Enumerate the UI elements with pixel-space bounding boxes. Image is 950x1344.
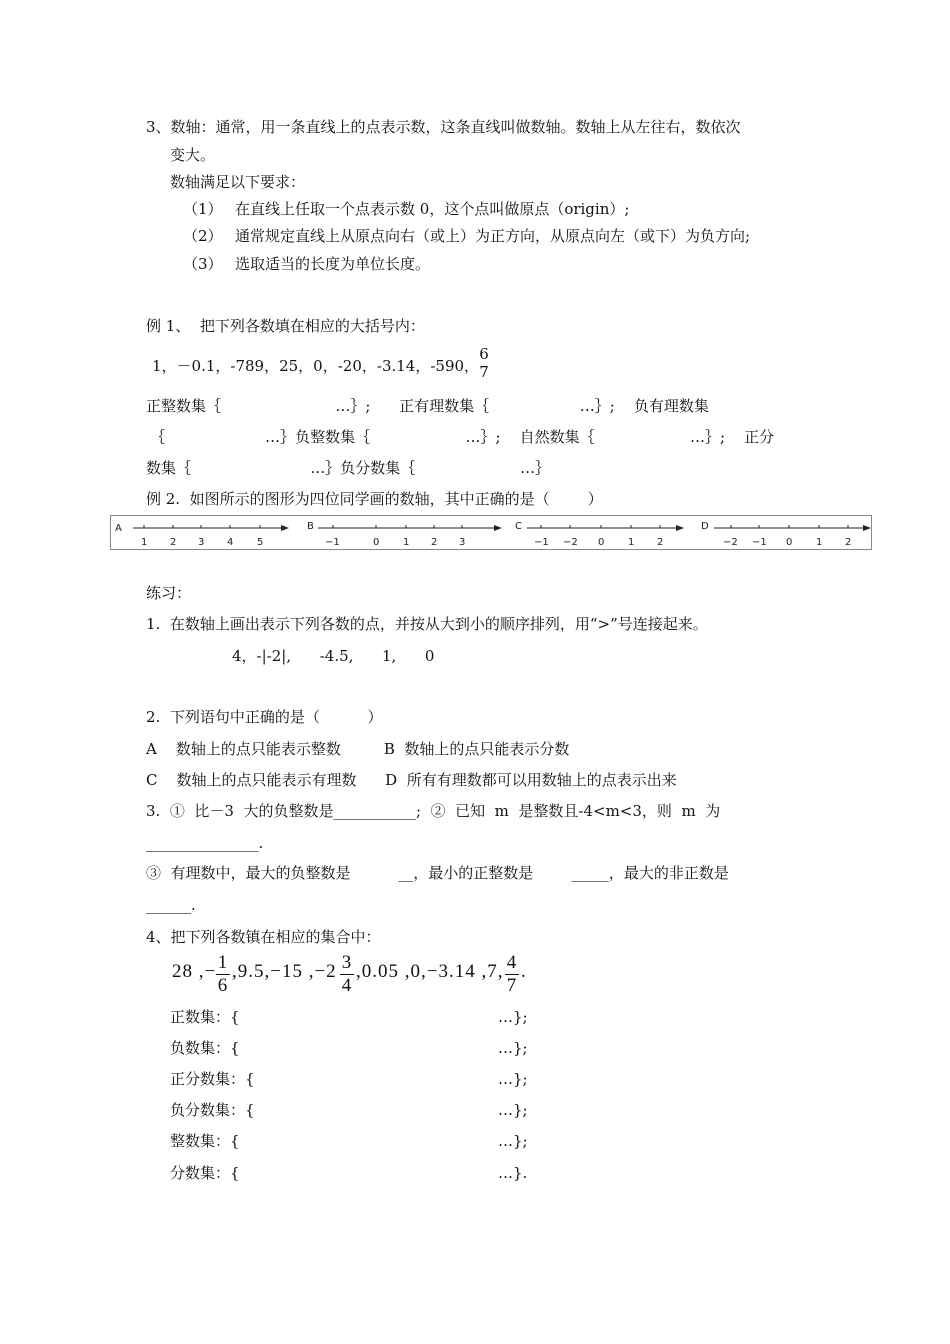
set-end: …}; bbox=[498, 1070, 528, 1088]
q4-frac3 bbox=[505, 952, 519, 997]
set-end: …}; bbox=[498, 1008, 528, 1026]
q4-frac1-den: 6 bbox=[217, 975, 229, 996]
ex1-frac-num: 6 bbox=[479, 345, 489, 363]
q2-text: 2. 下列语句中正确的是（ ） bbox=[146, 708, 383, 726]
set-end: …}; bbox=[498, 1039, 528, 1057]
ex1-row2: ｛ …｝负整数集｛ …｝; 自然数集｛ …｝; 正分 bbox=[150, 428, 775, 446]
axis-d-tick: −2 bbox=[723, 537, 738, 548]
axis-a-tick: 4 bbox=[227, 537, 234, 548]
axis-a-tick: 1 bbox=[141, 537, 148, 548]
axis-c-tick: 0 bbox=[598, 537, 605, 548]
axis-c-label: C bbox=[515, 521, 522, 532]
q4-frac2-den: 4 bbox=[341, 975, 353, 996]
axis-d-tick: 0 bbox=[786, 537, 793, 548]
set-end: …}; bbox=[498, 1101, 528, 1119]
set-label: 负数集：{ bbox=[170, 1039, 240, 1057]
sec3-line2: 变大。 bbox=[170, 146, 216, 164]
q1-text: 1. 在数轴上画出表示下列各数的点，并按从大到小的顺序排列，用“>”号连接起来。 bbox=[146, 615, 708, 633]
q4-expr-part3: ,0.05 ,0,−3.14 ,7, bbox=[356, 961, 504, 982]
number-line-svg bbox=[111, 516, 871, 549]
sec3-line1: 3、数轴：通常，用一条直线上的点表示数，这条直线叫做数轴。数轴上从左往右，数依次 bbox=[146, 118, 741, 136]
sec3-item1-num: （1） bbox=[183, 200, 223, 218]
q2-options-ab: A 数轴上的点只能表示整数 B 数轴上的点只能表示分数 bbox=[146, 740, 570, 758]
axis-c-tick: 1 bbox=[628, 537, 635, 548]
axis-d-tick: 2 bbox=[845, 537, 852, 548]
q3-line4: ______. bbox=[146, 896, 196, 914]
set-end: …}. bbox=[498, 1164, 528, 1182]
q2-options-cd: C 数轴上的点只能表示有理数 D 所有有理数都可以用数轴上的点表示出来 bbox=[146, 771, 677, 789]
axis-b-tick: 1 bbox=[403, 537, 410, 548]
q4-expr-part2: ,9.5,−15 ,−2 bbox=[232, 961, 337, 982]
set-label: 正分数集：{ bbox=[170, 1070, 255, 1088]
q4-expr-part1: 28 ,− bbox=[172, 961, 217, 982]
q4-frac2-num: 3 bbox=[341, 952, 353, 973]
axis-b-tick: 3 bbox=[459, 537, 466, 548]
axis-c-tick: −1 bbox=[534, 537, 549, 548]
set-label: 整数集：{ bbox=[170, 1132, 240, 1150]
number-line-figure bbox=[110, 515, 872, 550]
axis-d-tick: −1 bbox=[752, 537, 767, 548]
q4-frac3-den: 7 bbox=[506, 975, 518, 996]
axis-b-tick: −1 bbox=[325, 537, 340, 548]
q3-line1: 3. ① 比－3 大的负整数是___________; ② 已知 m 是整数且-4<m<3，则 m 为 bbox=[146, 802, 721, 820]
sec3-line3: 数轴满足以下要求： bbox=[170, 173, 306, 191]
practice-title: 练习： bbox=[146, 584, 192, 602]
axis-b-tick: 2 bbox=[431, 537, 438, 548]
axis-c bbox=[515, 521, 684, 548]
axis-a-tick: 3 bbox=[198, 537, 205, 548]
axis-c-tick: 2 bbox=[657, 537, 664, 548]
ex2-title: 例 2. 如图所示的图形为四位同学画的数轴，其中正确的是（ ） bbox=[146, 490, 603, 508]
q4-frac1 bbox=[216, 952, 230, 997]
q1-numbers: 4，-|-2|, -4.5, 1, 0 bbox=[232, 647, 435, 665]
sec3-item1-text: 在直线上任取一个点表示数 0，这个点叫做原点（origin）; bbox=[235, 200, 630, 218]
ex1-frac-den: 7 bbox=[479, 363, 489, 381]
q4-frac1-num: 1 bbox=[217, 952, 229, 973]
q4-frac2 bbox=[340, 952, 354, 997]
sec3-item3-num: （3） bbox=[183, 255, 223, 273]
set-label: 分数集：{ bbox=[170, 1164, 240, 1182]
axis-b-label: B bbox=[307, 521, 314, 532]
axis-b-tick: 0 bbox=[373, 537, 380, 548]
axis-a-tick: 2 bbox=[170, 537, 177, 548]
axis-b bbox=[307, 521, 502, 548]
axis-d-label: D bbox=[701, 521, 709, 532]
axis-d-tick: 1 bbox=[816, 537, 823, 548]
ex1-row3: 数集｛ …｝负分数集｛ …｝ bbox=[146, 459, 551, 477]
ex1-numbers: 1，－0.1，-789，25，0，-20，-3.14，-590， bbox=[152, 357, 480, 375]
set-end: …}; bbox=[498, 1132, 528, 1150]
set-label: 负分数集：{ bbox=[170, 1101, 255, 1119]
axis-a-label: A bbox=[115, 523, 122, 534]
set-label: 正数集：{ bbox=[170, 1008, 240, 1026]
q4-text: 4、把下列各数镇在相应的集合中： bbox=[146, 928, 381, 946]
sec3-item3-text: 选取适当的长度为单位长度。 bbox=[235, 255, 431, 273]
axis-c-tick: −2 bbox=[563, 537, 578, 548]
q4-expr-part4: . bbox=[521, 961, 527, 982]
sec3-item2-text: 通常规定直线上从原点向右（或上）为正方向，从原点向左（或下）为负方向; bbox=[235, 227, 751, 245]
ex1-title: 例 1、 把下列各数填在相应的大括号内： bbox=[146, 317, 425, 335]
axis-a bbox=[115, 523, 289, 548]
ex1-row1: 正整数集｛ …｝; 正有理数集｛ …｝; 负有理数集 bbox=[146, 397, 709, 415]
axis-d bbox=[701, 521, 871, 548]
ex1-fraction bbox=[475, 345, 493, 381]
sec3-item2-num: （2） bbox=[183, 227, 223, 245]
q3-line2: _______________. bbox=[146, 834, 264, 852]
axis-a-tick: 5 bbox=[257, 537, 264, 548]
q4-frac3-num: 4 bbox=[506, 952, 518, 973]
q3-line3: ③ 有理数中，最大的负整数是 __，最小的正整数是 _____，最大的非正数是 bbox=[146, 864, 729, 882]
